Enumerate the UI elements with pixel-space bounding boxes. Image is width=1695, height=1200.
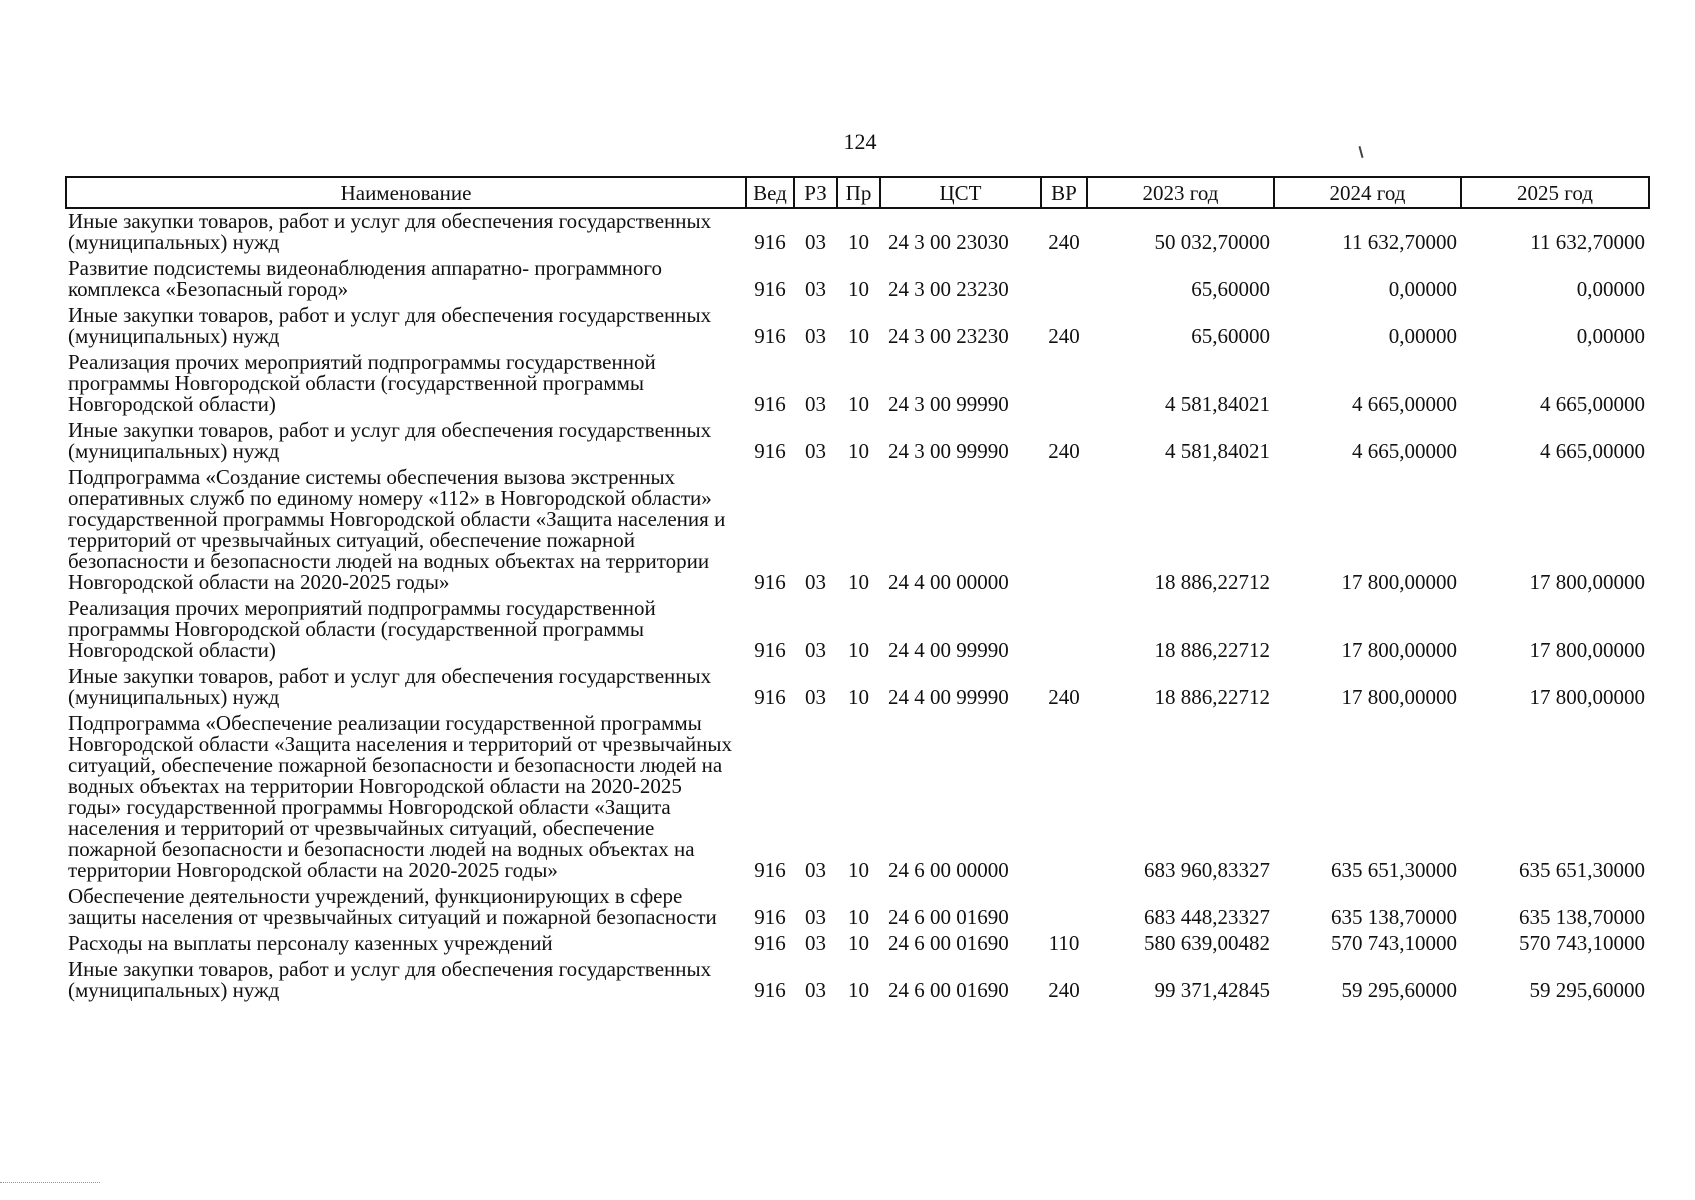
- page-number: 124: [843, 129, 877, 154]
- header-rz: РЗ: [794, 177, 837, 208]
- cell-vr: [1041, 711, 1087, 884]
- cell-rz: 03: [805, 858, 826, 882]
- scan-mark: [1358, 146, 1363, 158]
- cell-rz: 03: [805, 392, 826, 416]
- cell-2025: 0,00000: [1576, 324, 1645, 348]
- cell-name: Реализация прочих мероприятий подпрограммы государственной программы Новгородской области (государственной программы Новгородской области): [68, 350, 656, 416]
- cell-name: Иные закупки товаров, работ и услуг для обеспечения государственных (муниципальных) нужд: [68, 303, 712, 348]
- header-2025: 2025 год: [1461, 177, 1649, 208]
- cell-rz: 03: [805, 277, 826, 301]
- cell-cst: 24 6 00 01690: [888, 978, 1009, 1002]
- cell-2024: 570 743,10000: [1331, 931, 1457, 955]
- cell-ved: 916: [754, 277, 786, 301]
- cell-2024: 4 665,00000: [1352, 439, 1457, 463]
- cell-2025: 4 665,00000: [1540, 392, 1645, 416]
- cell-2024: 17 800,00000: [1341, 638, 1457, 662]
- cell-pr: 10: [848, 439, 869, 463]
- cell-2023: 50 032,70000: [1154, 230, 1270, 254]
- cell-2025: 59 295,60000: [1529, 978, 1645, 1002]
- cell-cst: 24 3 00 99990: [888, 392, 1009, 416]
- cell-2025: 17 800,00000: [1529, 570, 1645, 594]
- table-row: [66, 664, 1649, 711]
- cell-2024: 11 632,70000: [1342, 230, 1457, 254]
- cell-2025: 0,00000: [1576, 277, 1645, 301]
- table-row: [66, 884, 1649, 931]
- table-row: [66, 208, 1649, 256]
- cell-pr: 10: [848, 858, 869, 882]
- table-row: [66, 350, 1649, 418]
- cell-2024: 635 651,30000: [1331, 858, 1457, 882]
- cell-name: Иные закупки товаров, работ и услуг для обеспечения государственных (муниципальных) нужд: [68, 209, 712, 254]
- header-vr: ВР: [1041, 177, 1087, 208]
- cell-2023: 683 960,83327: [1144, 858, 1270, 882]
- table-row: [66, 465, 1649, 596]
- cell-cst: 24 3 00 23230: [888, 277, 1009, 301]
- header-pr: Пр: [837, 177, 880, 208]
- cell-pr: 10: [848, 570, 869, 594]
- cell-ved: 916: [754, 638, 786, 662]
- cell-2025: 4 665,00000: [1540, 439, 1645, 463]
- budget-table: [65, 176, 1650, 1004]
- cell-pr: 10: [848, 277, 869, 301]
- cell-vr: 110: [1048, 931, 1080, 955]
- cell-2023: 18 886,22712: [1154, 570, 1270, 594]
- cell-ved: 916: [754, 439, 786, 463]
- cell-pr: 10: [848, 931, 869, 955]
- cell-pr: 10: [848, 685, 869, 709]
- cell-2023: 99 371,42845: [1154, 978, 1270, 1002]
- cell-cst: 24 4 00 00000: [888, 570, 1009, 594]
- cell-vr: [1041, 350, 1087, 418]
- cell-cst: 24 3 00 23030: [888, 230, 1009, 254]
- cell-rz: 03: [805, 931, 826, 955]
- cell-2024: 0,00000: [1388, 324, 1457, 348]
- table-row: [66, 596, 1649, 664]
- cell-vr: 240: [1048, 324, 1080, 348]
- cell-2023: 4 581,84021: [1165, 392, 1270, 416]
- table-row: [66, 957, 1649, 1004]
- cell-vr: [1041, 256, 1087, 303]
- cell-2025: 17 800,00000: [1529, 638, 1645, 662]
- header-cst: ЦСТ: [880, 177, 1041, 208]
- cell-2023: 4 581,84021: [1165, 439, 1270, 463]
- cell-ved: 916: [754, 905, 786, 929]
- cell-ved: 916: [754, 324, 786, 348]
- cell-rz: 03: [805, 905, 826, 929]
- cell-2024: 0,00000: [1388, 277, 1457, 301]
- cell-name: Расходы на выплаты персоналу казенных учреждений: [68, 931, 553, 955]
- cell-name: Реализация прочих мероприятий подпрограммы государственной программы Новгородской области (государственной программы Новгородской области): [68, 596, 656, 662]
- cell-2023: 65,60000: [1191, 277, 1270, 301]
- cell-2025: 17 800,00000: [1529, 685, 1645, 709]
- cell-2024: 635 138,70000: [1331, 905, 1457, 929]
- table-header: [66, 177, 1649, 208]
- cell-ved: 916: [754, 858, 786, 882]
- cell-pr: 10: [848, 230, 869, 254]
- cell-vr: [1041, 596, 1087, 664]
- cell-vr: 240: [1048, 230, 1080, 254]
- cell-pr: 10: [848, 638, 869, 662]
- cell-ved: 916: [754, 931, 786, 955]
- cell-cst: 24 6 00 01690: [888, 931, 1009, 955]
- cell-2025: 11 632,70000: [1530, 230, 1645, 254]
- cell-rz: 03: [805, 638, 826, 662]
- cell-cst: 24 3 00 99990: [888, 439, 1009, 463]
- table-row: [66, 303, 1649, 350]
- cell-name: Иные закупки товаров, работ и услуг для обеспечения государственных (муниципальных) нужд: [68, 957, 712, 1002]
- cell-vr: 240: [1048, 685, 1080, 709]
- header-row: [66, 177, 1649, 208]
- cell-cst: 24 6 00 01690: [888, 905, 1009, 929]
- cell-2023: 580 639,00482: [1144, 931, 1270, 955]
- cell-rz: 03: [805, 230, 826, 254]
- header-ved: Вед: [746, 177, 794, 208]
- cell-pr: 10: [848, 978, 869, 1002]
- cell-ved: 916: [754, 685, 786, 709]
- cell-rz: 03: [805, 978, 826, 1002]
- cell-2023: 683 448,23327: [1144, 905, 1270, 929]
- header-2023: 2023 год: [1087, 177, 1274, 208]
- cell-2023: 18 886,22712: [1154, 685, 1270, 709]
- cell-cst: 24 3 00 23230: [888, 324, 1009, 348]
- cell-ved: 916: [754, 570, 786, 594]
- cell-2025: 570 743,10000: [1519, 931, 1645, 955]
- cell-cst: 24 6 00 00000: [888, 858, 1009, 882]
- cell-pr: 10: [848, 392, 869, 416]
- cell-2024: 4 665,00000: [1352, 392, 1457, 416]
- cell-2025: 635 138,70000: [1519, 905, 1645, 929]
- header-2024: 2024 год: [1274, 177, 1461, 208]
- cell-name: Иные закупки товаров, работ и услуг для обеспечения государственных (муниципальных) нужд: [68, 418, 712, 463]
- cell-2025: 635 651,30000: [1519, 858, 1645, 882]
- cell-name: Обеспечение деятельности учреждений, функционирующих в сфере защиты населения от чрезвычайных ситуаций и пожарной безопасности: [68, 884, 717, 929]
- cell-rz: 03: [805, 324, 826, 348]
- header-name: Наименование: [66, 177, 746, 208]
- table-body: [66, 208, 1649, 1004]
- cell-2023: 18 886,22712: [1154, 638, 1270, 662]
- table-row: [66, 711, 1649, 884]
- cell-vr: [1041, 465, 1087, 596]
- cell-2024: 59 295,60000: [1341, 978, 1457, 1002]
- cell-vr: [1041, 884, 1087, 931]
- table-row: [66, 931, 1649, 957]
- cell-rz: 03: [805, 439, 826, 463]
- cell-vr: 240: [1048, 978, 1080, 1002]
- cell-name: Подпрограмма «Создание системы обеспечения вызова экстренных оперативных служб по единому номеру «112» в Новгородской области» государственной программы Новгородской области «Защита населения и территорий от чрезвычайных ситуаций, обеспечение пожарной безопасности и безопасности людей на водных объектах на территории Новгородской области на 2020-2025 годы»: [68, 465, 726, 594]
- table-row: [66, 256, 1649, 303]
- cell-name: Подпрограмма «Обеспечение реализации государственной программы Новгородской области «Защита населения и территорий от чрезвычайных ситуаций, обеспечение пожарной безопасности и безопасности людей на водных объектах на территории Новгородской области на 2020-2025 годы» государственной программы Новгородской области «Защита населения и территорий от чрезвычайных ситуаций, обеспечение пожарной безопасности и безопасности людей на водных объектах на территории Новгородской области на 2020-2025 годы»: [68, 711, 732, 882]
- cell-ved: 916: [754, 978, 786, 1002]
- cell-cst: 24 4 00 99990: [888, 638, 1009, 662]
- cell-2024: 17 800,00000: [1341, 685, 1457, 709]
- cell-ved: 916: [754, 392, 786, 416]
- scan-artifact: [0, 1182, 100, 1185]
- cell-cst: 24 4 00 99990: [888, 685, 1009, 709]
- cell-vr: 240: [1048, 439, 1080, 463]
- cell-2024: 17 800,00000: [1341, 570, 1457, 594]
- table-row: [66, 418, 1649, 465]
- cell-rz: 03: [805, 570, 826, 594]
- cell-pr: 10: [848, 905, 869, 929]
- cell-pr: 10: [848, 324, 869, 348]
- cell-ved: 916: [754, 230, 786, 254]
- cell-2023: 65,60000: [1191, 324, 1270, 348]
- cell-rz: 03: [805, 685, 826, 709]
- cell-name: Иные закупки товаров, работ и услуг для обеспечения государственных (муниципальных) нужд: [68, 664, 712, 709]
- cell-name: Развитие подсистемы видеонаблюдения аппаратно- программного комплекса «Безопасный город»: [68, 256, 663, 301]
